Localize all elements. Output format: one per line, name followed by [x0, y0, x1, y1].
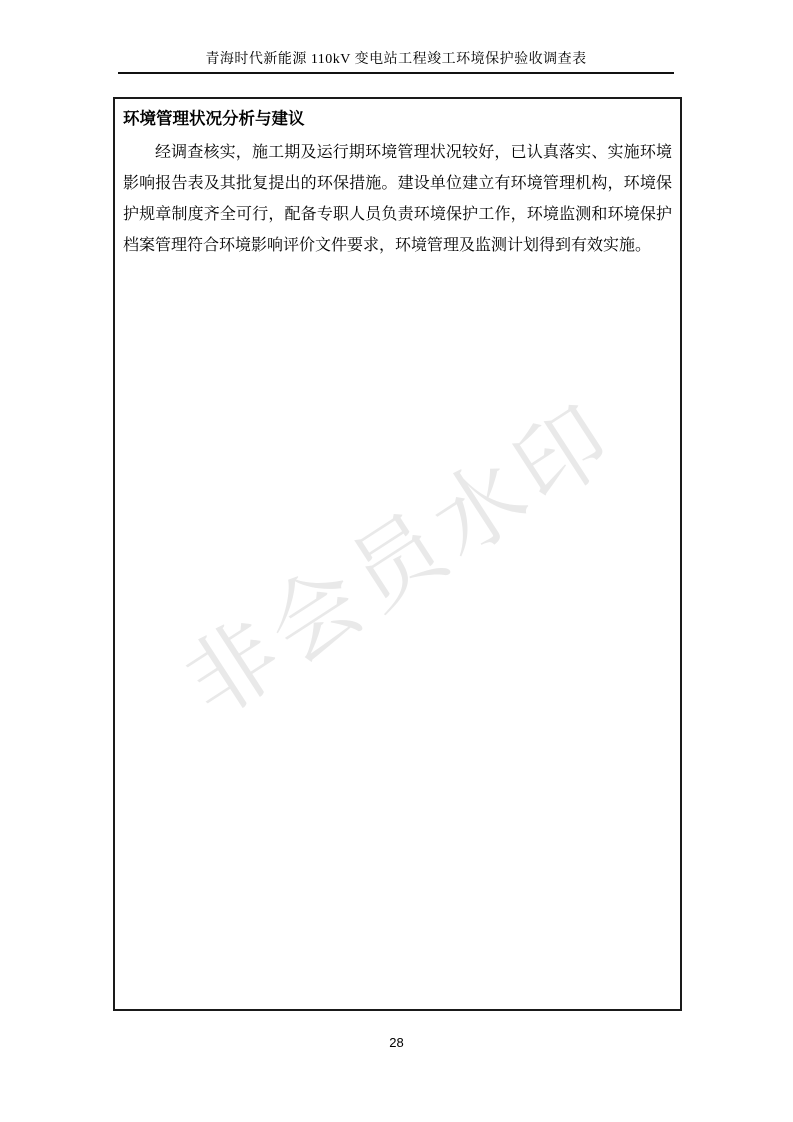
content-box [113, 97, 682, 1011]
section-paragraph: 经调查核实，施工期及运行期环境管理状况较好，已认真落实、实施环境影响报告表及其批复提出的环保措施。建设单位建立有环境管理机构，环境保护规章制度齐全可行，配备专职人员负责环境保护工作，环境监测和环境保护档案管理符合环境影响评价文件要求，环境管理及监测计划得到有效实施。 [123, 144, 672, 254]
section-title: 环境管理状况分析与建议 [123, 109, 305, 128]
page-header-title: 青海时代新能源 110kV 变电站工程竣工环境保护验收调查表 [118, 51, 674, 74]
watermark: 非会员水印 [168, 385, 635, 737]
content-layer [123, 105, 672, 261]
page-number: 28 [389, 1035, 404, 1050]
